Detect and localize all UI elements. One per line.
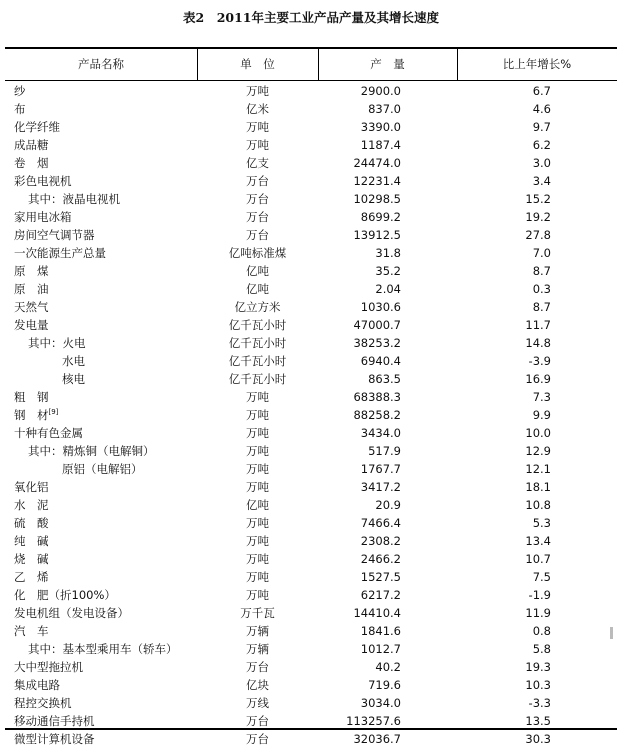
unit-cell: 万台 xyxy=(246,174,269,188)
output-cell: 863.5 xyxy=(368,372,401,386)
scroll-marker xyxy=(610,627,613,639)
product-name-cell xyxy=(14,622,49,640)
output-cell: 517.9 xyxy=(368,444,401,458)
unit-cell: 万吨 xyxy=(246,138,269,152)
product-name-cell xyxy=(14,172,72,190)
output-cell: 2466.2 xyxy=(360,552,401,566)
table-row xyxy=(0,586,622,604)
product-name-text: 其中：精炼铜（电解铜） xyxy=(28,444,155,458)
growth-cell: 15.2 xyxy=(525,192,551,206)
table-row xyxy=(0,676,622,694)
growth-cell: 5.3 xyxy=(532,516,551,530)
product-name-cell xyxy=(14,478,49,496)
product-name-text: 布 xyxy=(14,102,26,116)
product-name-text: 微型计算机设备 xyxy=(14,732,95,746)
table-body xyxy=(0,82,622,748)
product-name-text: 发电机组（发电设备） xyxy=(14,606,129,620)
product-name-text: 汽 车 xyxy=(14,624,49,638)
output-cell: 2.04 xyxy=(375,282,401,296)
table-row xyxy=(0,262,622,280)
output-cell: 32036.7 xyxy=(353,732,401,746)
product-name-text: 硫 酸 xyxy=(14,516,49,530)
output-cell: 719.6 xyxy=(368,678,401,692)
product-name-cell xyxy=(14,316,49,334)
product-name-cell xyxy=(62,352,85,370)
growth-cell: 10.7 xyxy=(525,552,551,566)
product-name-cell xyxy=(14,658,83,676)
table-row xyxy=(0,136,622,154)
unit-cell: 万线 xyxy=(246,696,269,710)
product-name-text: 纱 xyxy=(14,84,26,98)
header-product-name: 产品名称 xyxy=(78,57,124,71)
table-row xyxy=(0,298,622,316)
output-cell: 35.2 xyxy=(375,264,401,278)
unit-cell: 万吨 xyxy=(246,570,269,584)
growth-cell: 10.8 xyxy=(525,498,551,512)
unit-cell: 万吨 xyxy=(246,516,269,530)
growth-cell: 12.9 xyxy=(525,444,551,458)
growth-cell: 6.2 xyxy=(532,138,551,152)
product-name-text: 其中：火电 xyxy=(28,336,86,350)
output-cell: 6217.2 xyxy=(360,588,401,602)
unit-cell: 亿立方米 xyxy=(234,300,281,314)
product-name-text: 核电 xyxy=(62,372,85,386)
table-row xyxy=(0,118,622,136)
growth-cell: 0.3 xyxy=(532,282,551,296)
output-cell: 12231.4 xyxy=(353,174,401,188)
table-row xyxy=(0,640,622,658)
product-name-cell xyxy=(14,424,83,442)
unit-cell: 万台 xyxy=(246,714,269,728)
table-header-rule xyxy=(5,80,617,81)
product-name-text: 卷 烟 xyxy=(14,156,49,170)
product-name-cell xyxy=(62,460,143,478)
growth-cell: 10.0 xyxy=(525,426,551,440)
product-name-cell xyxy=(62,370,85,388)
growth-cell: 0.8 xyxy=(532,624,551,638)
output-cell: 24474.0 xyxy=(353,156,401,170)
product-name-text: 化 肥（折100%） xyxy=(14,588,116,602)
output-cell: 3034.0 xyxy=(360,696,401,710)
unit-cell: 万台 xyxy=(246,732,269,746)
growth-cell: 5.8 xyxy=(532,642,551,656)
table-row xyxy=(0,370,622,388)
unit-cell: 亿支 xyxy=(246,156,269,170)
table-title: 表2 2011年主要工业产品产量及其增长速度 xyxy=(183,10,439,25)
growth-cell: 3.0 xyxy=(532,156,551,170)
unit-cell: 万吨 xyxy=(246,408,269,422)
table-row xyxy=(0,424,622,442)
growth-cell: -1.9 xyxy=(528,588,551,602)
product-name-cell xyxy=(14,118,60,136)
table-row xyxy=(0,478,622,496)
growth-cell: 7.3 xyxy=(532,390,551,404)
unit-cell: 万吨 xyxy=(246,426,269,440)
table-row xyxy=(0,388,622,406)
table-row xyxy=(0,316,622,334)
growth-cell: 14.8 xyxy=(525,336,551,350)
product-name-text: 其中：基本型乘用车（轿车） xyxy=(28,642,178,656)
table-row xyxy=(0,694,622,712)
table-row xyxy=(0,514,622,532)
unit-cell: 万台 xyxy=(246,210,269,224)
table-row xyxy=(0,82,622,100)
unit-cell: 万吨 xyxy=(246,480,269,494)
growth-cell: 8.7 xyxy=(532,264,551,278)
table-row xyxy=(0,208,622,226)
product-name-cell xyxy=(14,514,49,532)
output-cell: 3390.0 xyxy=(360,120,401,134)
output-cell: 1030.6 xyxy=(360,300,401,314)
output-cell: 2308.2 xyxy=(360,534,401,548)
product-name-cell xyxy=(14,730,95,748)
growth-cell: 7.0 xyxy=(532,246,551,260)
product-name-text: 家用电冰箱 xyxy=(14,210,72,224)
output-cell: 31.8 xyxy=(375,246,401,260)
product-name-text: 原 煤 xyxy=(14,264,49,278)
product-name-text: 水 泥 xyxy=(14,498,49,512)
product-name-cell xyxy=(14,676,60,694)
unit-cell: 万台 xyxy=(246,660,269,674)
header-output: 产 量 xyxy=(370,57,405,71)
output-cell: 3417.2 xyxy=(360,480,401,494)
growth-cell: -3.3 xyxy=(528,696,551,710)
unit-cell: 亿千瓦小时 xyxy=(228,372,287,386)
table-row xyxy=(0,244,622,262)
product-name-text: 原 油 xyxy=(14,282,49,296)
output-cell: 10298.5 xyxy=(353,192,401,206)
product-name-text: 大中型拖拉机 xyxy=(14,660,83,674)
product-name-cell xyxy=(28,442,155,460)
unit-cell: 万吨 xyxy=(246,444,269,458)
product-name-cell xyxy=(14,388,49,406)
table-row xyxy=(0,190,622,208)
table-row xyxy=(0,712,622,730)
output-cell: 1187.4 xyxy=(360,138,401,152)
product-name-text: 成品糖 xyxy=(14,138,49,152)
unit-cell: 亿千瓦小时 xyxy=(228,354,287,368)
product-name-text: 粗 钢 xyxy=(14,390,49,404)
product-name-cell xyxy=(14,604,129,622)
table-row xyxy=(0,226,622,244)
output-cell: 40.2 xyxy=(375,660,401,674)
growth-cell: 11.7 xyxy=(525,318,551,332)
footnote-ref: [9] xyxy=(48,408,59,417)
unit-cell: 亿吨 xyxy=(246,282,269,296)
product-name-text: 水电 xyxy=(62,354,85,368)
output-cell: 6940.4 xyxy=(360,354,401,368)
product-name-cell xyxy=(14,586,116,604)
unit-cell: 万辆 xyxy=(246,624,269,638)
output-cell: 14410.4 xyxy=(353,606,401,620)
product-name-cell xyxy=(14,568,49,586)
product-name-text: 程控交换机 xyxy=(14,696,72,710)
unit-cell: 万吨 xyxy=(246,534,269,548)
output-cell: 837.0 xyxy=(368,102,401,116)
product-name-text: 天然气 xyxy=(14,300,49,314)
product-name-text: 化学纤维 xyxy=(14,120,60,134)
unit-cell: 亿吨 xyxy=(246,264,269,278)
output-cell: 88258.2 xyxy=(353,408,401,422)
output-cell: 1012.7 xyxy=(360,642,401,656)
unit-cell: 亿千瓦小时 xyxy=(228,318,287,332)
table-row xyxy=(0,622,622,640)
unit-cell: 万辆 xyxy=(246,642,269,656)
table-row xyxy=(0,352,622,370)
growth-cell: -3.9 xyxy=(528,354,551,368)
product-name-text: 氧化铝 xyxy=(14,480,49,494)
unit-cell: 万千瓦 xyxy=(240,606,275,620)
growth-cell: 11.9 xyxy=(525,606,551,620)
table-row xyxy=(0,442,622,460)
product-name-cell xyxy=(14,550,49,568)
table-row xyxy=(0,568,622,586)
output-cell: 20.9 xyxy=(375,498,401,512)
unit-cell: 亿千瓦小时 xyxy=(228,336,287,350)
output-cell: 8699.2 xyxy=(360,210,401,224)
product-name-text: 发电量 xyxy=(14,318,49,332)
product-name-cell xyxy=(14,694,72,712)
unit-cell: 万吨 xyxy=(246,462,269,476)
product-name-cell xyxy=(14,244,106,262)
product-name-text: 原铝（电解铝） xyxy=(62,462,143,476)
output-cell: 68388.3 xyxy=(353,390,401,404)
unit-cell: 亿吨 xyxy=(246,498,269,512)
growth-cell: 30.3 xyxy=(525,732,551,746)
table-row xyxy=(0,280,622,298)
output-cell: 7466.4 xyxy=(360,516,401,530)
output-cell: 113257.6 xyxy=(346,714,401,728)
growth-cell: 27.8 xyxy=(525,228,551,242)
output-cell: 47000.7 xyxy=(353,318,401,332)
product-name-text: 纯 碱 xyxy=(14,534,49,548)
product-name-cell xyxy=(14,208,72,226)
growth-cell: 7.5 xyxy=(532,570,551,584)
table-row xyxy=(0,550,622,568)
header-growth: 比上年增长% xyxy=(502,57,572,71)
growth-cell: 4.6 xyxy=(532,102,551,116)
product-name-cell xyxy=(28,640,178,658)
output-cell: 13912.5 xyxy=(353,228,401,242)
table-row xyxy=(0,334,622,352)
growth-cell: 12.1 xyxy=(525,462,551,476)
unit-cell: 万吨 xyxy=(246,120,269,134)
unit-cell: 万吨 xyxy=(246,390,269,404)
product-name-text: 房间空气调节器 xyxy=(14,228,95,242)
product-name-text: 移动通信手持机 xyxy=(14,714,95,728)
growth-cell: 16.9 xyxy=(525,372,551,386)
header-unit: 单 位 xyxy=(240,57,275,71)
table-row xyxy=(0,730,622,748)
product-name-text: 一次能源生产总量 xyxy=(14,246,106,260)
output-cell: 38253.2 xyxy=(353,336,401,350)
product-name-text: 集成电路 xyxy=(14,678,60,692)
unit-cell: 万吨 xyxy=(246,588,269,602)
growth-cell: 10.3 xyxy=(525,678,551,692)
product-name-text: 乙 烯 xyxy=(14,570,49,584)
unit-cell: 亿块 xyxy=(246,678,269,692)
product-name-cell xyxy=(14,406,58,424)
growth-cell: 19.3 xyxy=(525,660,551,674)
unit-cell: 万台 xyxy=(246,192,269,206)
product-name-cell xyxy=(14,712,95,730)
product-name-cell xyxy=(14,262,49,280)
product-name-cell xyxy=(14,496,49,514)
output-cell: 3434.0 xyxy=(360,426,401,440)
growth-cell: 13.5 xyxy=(525,714,551,728)
table-row xyxy=(0,532,622,550)
product-name-cell xyxy=(28,334,86,352)
unit-cell: 万台 xyxy=(246,228,269,242)
output-cell: 2900.0 xyxy=(360,84,401,98)
output-cell: 1841.6 xyxy=(360,624,401,638)
unit-cell: 万吨 xyxy=(246,552,269,566)
unit-cell: 亿米 xyxy=(246,102,269,116)
product-name-cell xyxy=(14,226,95,244)
product-name-cell xyxy=(14,154,49,172)
growth-cell: 18.1 xyxy=(525,480,551,494)
product-name-cell xyxy=(14,82,26,100)
product-name-cell xyxy=(14,136,49,154)
output-cell: 1527.5 xyxy=(360,570,401,584)
product-name-cell xyxy=(14,298,49,316)
table-row xyxy=(0,460,622,478)
unit-cell: 万吨 xyxy=(246,84,269,98)
product-name-cell xyxy=(28,190,120,208)
growth-cell: 9.9 xyxy=(532,408,551,422)
output-cell: 1767.7 xyxy=(360,462,401,476)
product-name-cell xyxy=(14,280,49,298)
growth-cell: 9.7 xyxy=(532,120,551,134)
product-name-text: 彩色电视机 xyxy=(14,174,72,188)
product-name-text: 其中：液晶电视机 xyxy=(28,192,120,206)
growth-cell: 8.7 xyxy=(532,300,551,314)
growth-cell: 19.2 xyxy=(525,210,551,224)
growth-cell: 3.4 xyxy=(532,174,551,188)
growth-cell: 13.4 xyxy=(525,534,551,548)
product-name-text: 烧 碱 xyxy=(14,552,49,566)
product-name-text: 十种有色金属 xyxy=(14,426,83,440)
table-row xyxy=(0,658,622,676)
table-row xyxy=(0,100,622,118)
unit-cell: 亿吨标准煤 xyxy=(228,246,287,260)
table-row xyxy=(0,406,622,424)
table-row xyxy=(0,154,622,172)
product-name-text: 钢 材 xyxy=(14,408,49,422)
product-name-cell xyxy=(14,100,26,118)
table-row xyxy=(0,496,622,514)
table-row xyxy=(0,172,622,190)
table-row xyxy=(0,604,622,622)
product-name-cell xyxy=(14,532,49,550)
growth-cell: 6.7 xyxy=(532,84,551,98)
